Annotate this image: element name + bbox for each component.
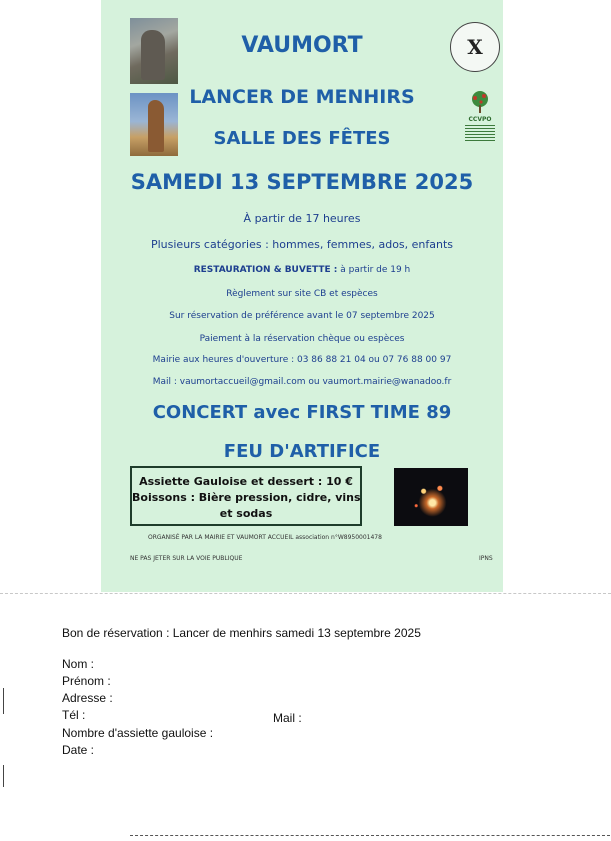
scan-edge-mark xyxy=(3,765,4,787)
association-logo: X xyxy=(450,22,500,72)
concert-title: CONCERT avec FIRST TIME 89 xyxy=(152,402,452,423)
payment-onsite: Règlement sur site CB et espèces xyxy=(226,289,378,299)
menu-box xyxy=(130,466,362,526)
fireworks-title: FEU D'ARTIFICE xyxy=(223,441,381,462)
field-prenom-label: Prénom : xyxy=(62,674,111,688)
categories: Plusieurs catégories : hommes, femmes, ados, enfants xyxy=(150,238,454,251)
phone-contact: Mairie aux heures d'ouverture : 03 86 88 21 04 ou 07 76 88 00 97 xyxy=(152,355,452,365)
field-tel-label: Tél : xyxy=(62,708,86,722)
event-date: SAMEDI 13 SEPTEMBRE 2025 xyxy=(130,170,474,194)
organizer-line: ORGANISÉ PAR LA MAIRIE ET VAUMORT ACCUEIL association n°W8950001478 xyxy=(148,534,382,541)
menu-plate: Assiette Gauloise et dessert : 10 € xyxy=(139,475,353,488)
catering-label: RESTAURATION & BUVETTE : xyxy=(193,265,338,275)
field-date-label: Date : xyxy=(62,743,95,757)
start-time: À partir de 17 heures xyxy=(243,212,361,225)
bottom-scan-line xyxy=(130,835,610,836)
event-title: LANCER DE MENHIRS xyxy=(189,86,415,108)
footer-notice: NE PAS JETER SUR LA VOIE PUBLIQUE xyxy=(130,555,243,562)
catering-time: à partir de 19 h xyxy=(340,265,411,275)
menu-drinks: Boissons : Bière pression, cidre, vins xyxy=(132,491,361,504)
ccvpo-logo-text: CCVPO xyxy=(468,116,492,123)
field-nom-label: Nom : xyxy=(62,657,95,671)
town-title: VAUMORT xyxy=(241,33,363,58)
fireworks-photo xyxy=(394,468,468,526)
reservation-form-title: Bon de réservation : Lancer de menhirs samedi 13 septembre 2025 xyxy=(62,626,421,640)
cut-line xyxy=(0,593,611,594)
payment-reservation: Paiement à la réservation chèque ou espèces xyxy=(199,334,405,344)
field-mail-label: Mail : xyxy=(273,711,302,725)
catering-line xyxy=(101,265,503,275)
event-poster xyxy=(101,0,503,592)
menu-drinks-cont: et sodas xyxy=(219,507,273,520)
field-adresse-label: Adresse : xyxy=(62,691,113,705)
scan-edge-mark xyxy=(3,688,4,714)
email-contact: Mail : vaumortaccueil@gmail.com ou vaumort.mairie@wanadoo.fr xyxy=(152,377,452,387)
venue-title: SALLE DES FÊTES xyxy=(213,128,391,149)
footer-ipns: IPNS xyxy=(479,555,493,562)
reservation-deadline: Sur réservation de préférence avant le 07 septembre 2025 xyxy=(169,311,435,321)
field-assiettes-label: Nombre d'assiette gauloise : xyxy=(62,726,214,740)
